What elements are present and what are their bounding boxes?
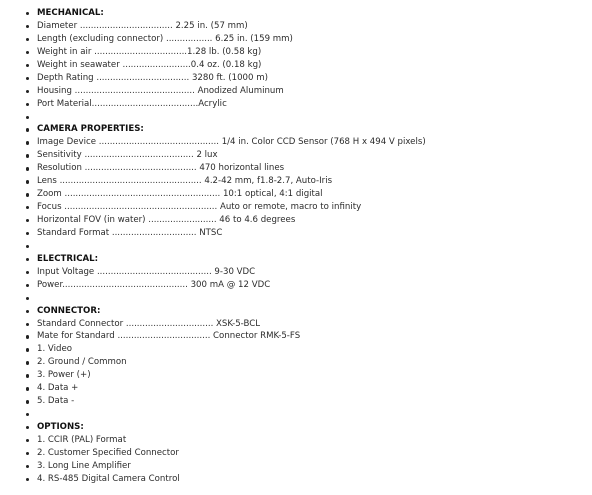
spec-item <box>26 434 586 447</box>
spec-text: Image Device ............................................ 1/4 in. Color CCD Sensor (768 H x 494 V pixels) <box>37 137 426 148</box>
spec-item <box>26 318 586 331</box>
spec-item <box>26 149 586 162</box>
spec-item <box>26 175 586 188</box>
spec-item <box>26 162 586 175</box>
empty-list-item <box>26 240 586 253</box>
spec-text: 3. Power (+) <box>37 370 91 381</box>
spec-text: Weight in seawater .........................0.4 oz. (0.18 kg) <box>37 59 262 70</box>
empty-list-item <box>26 292 586 305</box>
spec-item <box>26 330 586 343</box>
spec-item <box>26 20 586 33</box>
spec-item <box>26 59 586 72</box>
spec-item <box>26 473 586 486</box>
spec-text: 5. Data - <box>37 396 75 407</box>
section-heading <box>26 7 586 20</box>
empty-list-item <box>26 111 586 124</box>
spec-item <box>26 343 586 356</box>
spec-text: 4. Data + <box>37 383 79 394</box>
spec-text: Sensitivity ........................................ 2 lux <box>37 150 218 161</box>
spec-item <box>26 447 586 460</box>
spec-item <box>26 33 586 46</box>
spec-text: Lens .................................................... 4.2-42 mm, f1.8-2.7, Auto-Iris <box>37 176 333 187</box>
spec-text: Length (excluding connector) ................. 6.25 in. (159 mm) <box>37 33 293 44</box>
spec-item <box>26 227 586 240</box>
spec-text: 4. RS-485 Digital Camera Control <box>37 473 180 484</box>
empty-list-item <box>26 408 586 421</box>
spec-item <box>26 460 586 473</box>
spec-text: Port Material.......................................Acrylic <box>37 98 227 109</box>
spec-item <box>26 214 586 227</box>
spec-item <box>26 188 586 201</box>
spec-item <box>26 46 586 59</box>
spec-text: Weight in air ..................................1.28 lb. (0.58 kg) <box>37 46 262 57</box>
spec-text: Input Voltage .......................................... 9-30 VDC <box>37 266 256 277</box>
spec-text: Resolution ......................................... 470 horizontal lines <box>37 163 285 174</box>
spec-item <box>26 369 586 382</box>
section-heading-text: CAMERA PROPERTIES: <box>37 124 144 135</box>
spec-item <box>26 98 586 111</box>
spec-text: 3. Long Line Amplifier <box>37 460 131 471</box>
section-heading-text: OPTIONS: <box>37 422 84 432</box>
spec-item <box>26 356 586 369</box>
spec-text: 1. Video <box>37 344 73 355</box>
spec-item <box>26 395 586 408</box>
spec-item <box>26 136 586 149</box>
spec-item <box>26 85 586 98</box>
section-heading <box>26 123 586 136</box>
spec-text: Focus ........................................................ Auto or remote, macro to infinity <box>37 202 362 213</box>
spec-text: Standard Format ............................... NTSC <box>37 227 223 238</box>
section-heading <box>26 253 586 266</box>
spec-text: Horizontal FOV (in water) ......................... 46 to 4.6 degrees <box>37 215 296 225</box>
spec-text: 1. CCIR (PAL) Format <box>37 434 127 445</box>
spec-text: 2. Ground / Common <box>37 357 127 368</box>
spec-item <box>26 279 586 292</box>
section-heading-text: ELECTRICAL: <box>37 253 99 264</box>
spec-list <box>26 7 586 486</box>
spec-text: 2. Customer Specified Connector <box>37 447 179 458</box>
spec-item <box>26 72 586 85</box>
section-heading <box>26 421 586 434</box>
spec-text: Zoom ......................................................... 10:1 optical, 4:1 digital <box>37 189 323 200</box>
spec-text: Depth Rating .................................. 3280 ft. (1000 m) <box>37 72 268 83</box>
section-heading <box>26 305 586 318</box>
spec-item <box>26 382 586 395</box>
spec-text: Mate for Standard .................................. Connector RMK-5-FS <box>37 331 301 342</box>
spec-item <box>26 201 586 214</box>
section-heading-text: MECHANICAL: <box>37 8 104 18</box>
section-heading-text: CONNECTOR: <box>37 305 101 316</box>
spec-text: Diameter .................................. 2.25 in. (57 mm) <box>37 20 248 31</box>
spec-text: Power.............................................. 300 mA @ 12 VDC <box>37 279 271 290</box>
spec-text: Housing ............................................ Anodized Aluminum <box>37 85 284 96</box>
spec-text: Standard Connector ................................ XSK-5-BCL <box>37 318 260 329</box>
spec-item <box>26 266 586 279</box>
